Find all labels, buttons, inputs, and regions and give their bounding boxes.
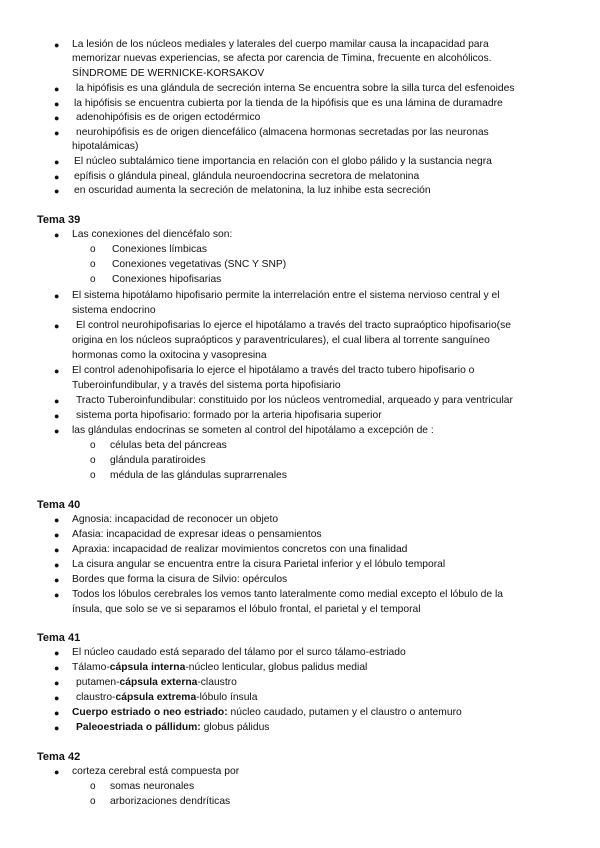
bullet-icon: ●: [54, 560, 60, 570]
text-line: Tuberoinfundibular, y a través del sistema porta hipofisiario: [72, 380, 341, 391]
bullet-icon: ●: [54, 113, 60, 123]
section-heading: Tema 42: [37, 751, 81, 763]
text-line: epífisis o glándula pineal, glándula neuroendocrina secretora de melatonina: [74, 171, 420, 182]
section-heading: Tema 39: [37, 214, 81, 226]
text-line: Cuerpo estriado o neo estriado: núcleo caudado, putamen y el claustro o antemuro: [72, 707, 462, 718]
text-line: Agnosia: incapacidad de reconocer un objeto: [72, 514, 279, 525]
text-line: la hipófisis es una glándula de secreción interna Se encuentra sobre la silla turca del esfenoides: [76, 83, 515, 94]
bullet-icon: ●: [54, 545, 60, 555]
bullet-icon: ●: [54, 84, 60, 94]
sub-bullet-icon: o: [90, 796, 96, 807]
text-line: sistema porta hipofisario: formado por la arteria hipofisaria superior: [76, 410, 382, 421]
bullet-icon: ●: [54, 172, 60, 182]
bullet-icon: ●: [54, 575, 60, 585]
text-line: Bordes que forma la cisura de Silvio: opérculos: [72, 574, 288, 585]
text-line: las glándulas endocrinas se someten al control del hipotálamo a excepción de :: [72, 425, 434, 436]
sub-bullet-icon: o: [90, 781, 96, 792]
bullet-icon: ●: [54, 693, 60, 703]
bullet-icon: ●: [54, 157, 60, 167]
bullet-icon: ●: [54, 648, 60, 658]
text-line: neurohipófisis es de origen diencefálico (almacena hormonas secretadas por las neuronas: [76, 127, 489, 138]
bullet-icon: ●: [54, 530, 60, 540]
bullet-icon: ●: [54, 515, 60, 525]
bullet-icon: ●: [54, 426, 60, 436]
bullet-icon: ●: [54, 291, 60, 301]
section-heading: Tema 41: [37, 632, 81, 644]
bullet-icon: ●: [54, 99, 60, 109]
text-line: Conexiones hipofisarias: [112, 274, 222, 285]
bullet-icon: ●: [54, 321, 60, 331]
bullet-icon: ●: [54, 708, 60, 718]
sub-bullet-icon: o: [90, 244, 96, 255]
text-line: Conexiones límbicas: [112, 244, 208, 255]
text-line: Paleoestriada o pállidum: globus pálidus: [76, 722, 270, 733]
text-line: Tracto Tuberoinfundibular: constituido por los núcleos ventromedial, arqueado y para ventricular: [76, 395, 513, 406]
bullet-icon: ●: [54, 678, 60, 688]
text-line: origina en los núcleos supraópticos y paraventriculares), el cual libera al torrente sanguíneo: [72, 335, 490, 346]
text-line: El control neurohipofisarias lo ejerce el hipotálamo a través del tracto supraóptico hipofisario(se: [76, 320, 511, 331]
text-line: Todos los lóbulos cerebrales los vemos tanto lateralmente como medial excepto el lóbulo de la: [72, 589, 503, 600]
bullet-icon: ●: [54, 230, 60, 240]
text-line: hormonas como la oxitocina y vasopresina: [72, 350, 267, 361]
text-line: hipotalámicas): [72, 141, 139, 152]
sub-bullet-icon: o: [90, 440, 96, 451]
text-line: médula de las glándulas suprarrenales: [110, 470, 287, 481]
bullet-icon: ●: [54, 128, 60, 138]
text-line: El núcleo caudado está separado del tálamo por el surco tálamo-estriado: [72, 647, 406, 658]
text-line: glándula paratiroides: [110, 455, 206, 466]
text-line: adenohipófisis es de origen ectodérmico: [76, 112, 261, 123]
sub-bullet-icon: o: [90, 470, 96, 481]
text-line: células beta del páncreas: [110, 440, 227, 451]
bullet-icon: ●: [54, 186, 60, 196]
bullet-icon: ●: [54, 723, 60, 733]
text-line: sistema endocrino: [72, 305, 156, 316]
text-line: El sistema hipotálamo hipofisario permite la interrelación entre el sistema nervioso central y el: [72, 290, 500, 301]
text-line: SÍNDROME DE WERNICKE-KORSAKOV: [72, 68, 265, 79]
bullet-icon: ●: [54, 590, 60, 600]
section-heading: Tema 40: [37, 499, 81, 511]
text-line: Tálamo-cápsula interna-núcleo lenticular, globus palidus medial: [72, 662, 368, 673]
bullet-icon: ●: [54, 663, 60, 673]
text-line: la hipófisis se encuentra cubierta por la tienda de la hipófisis que es una lámina de duramadre: [74, 98, 503, 109]
text-line: El núcleo subtalámico tiene importancia en relación con el globo pálido y la sustancia negra: [74, 156, 492, 167]
text-line: putamen-cápsula externa-claustro: [76, 677, 237, 688]
text-line: arborizaciones dendríticas: [110, 796, 231, 807]
text-line: claustro-cápsula extrema-lóbulo ínsula: [76, 692, 258, 703]
text-line: Conexiones vegetativas (SNC Y SNP): [112, 259, 287, 270]
sub-bullet-icon: o: [90, 259, 96, 270]
bullet-icon: ●: [54, 396, 60, 406]
sub-bullet-icon: o: [90, 274, 96, 285]
text-line: somas neuronales: [110, 781, 195, 792]
text-line: corteza cerebral está compuesta por: [72, 766, 240, 777]
text-line: Apraxia: incapacidad de realizar movimientos concretos con una finalidad: [72, 544, 408, 555]
text-line: en oscuridad aumenta la secreción de melatonina, la luz inhibe esta secreción: [74, 185, 431, 196]
text-line: ínsula, que solo se ve si separamos el lóbulo frontal, el parietal y el temporal: [72, 604, 421, 615]
bullet-icon: ●: [54, 40, 60, 50]
bullet-icon: ●: [54, 767, 60, 777]
text-line: Afasia: incapacidad de expresar ideas o pensamientos: [72, 529, 322, 540]
sub-bullet-icon: o: [90, 455, 96, 466]
text-line: El control adenohipofisaria lo ejerce el hipotálamo a través del tracto tubero hipofisario o: [72, 365, 475, 376]
text-line: Las conexiones del diencéfalo son:: [72, 229, 233, 240]
text-line: La cisura angular se encuentra entre la cisura Parietal inferior y el lóbulo temporal: [72, 559, 446, 570]
bullet-icon: ●: [54, 411, 60, 421]
text-line: La lesión de los núcleos mediales y laterales del cuerpo mamilar causa la incapacidad para: [72, 39, 489, 50]
text-line: memorizar nuevas experiencias, se afecta por carencia de Timina, frecuente en alcohólicos.: [72, 53, 492, 64]
bullet-icon: ●: [54, 366, 60, 376]
